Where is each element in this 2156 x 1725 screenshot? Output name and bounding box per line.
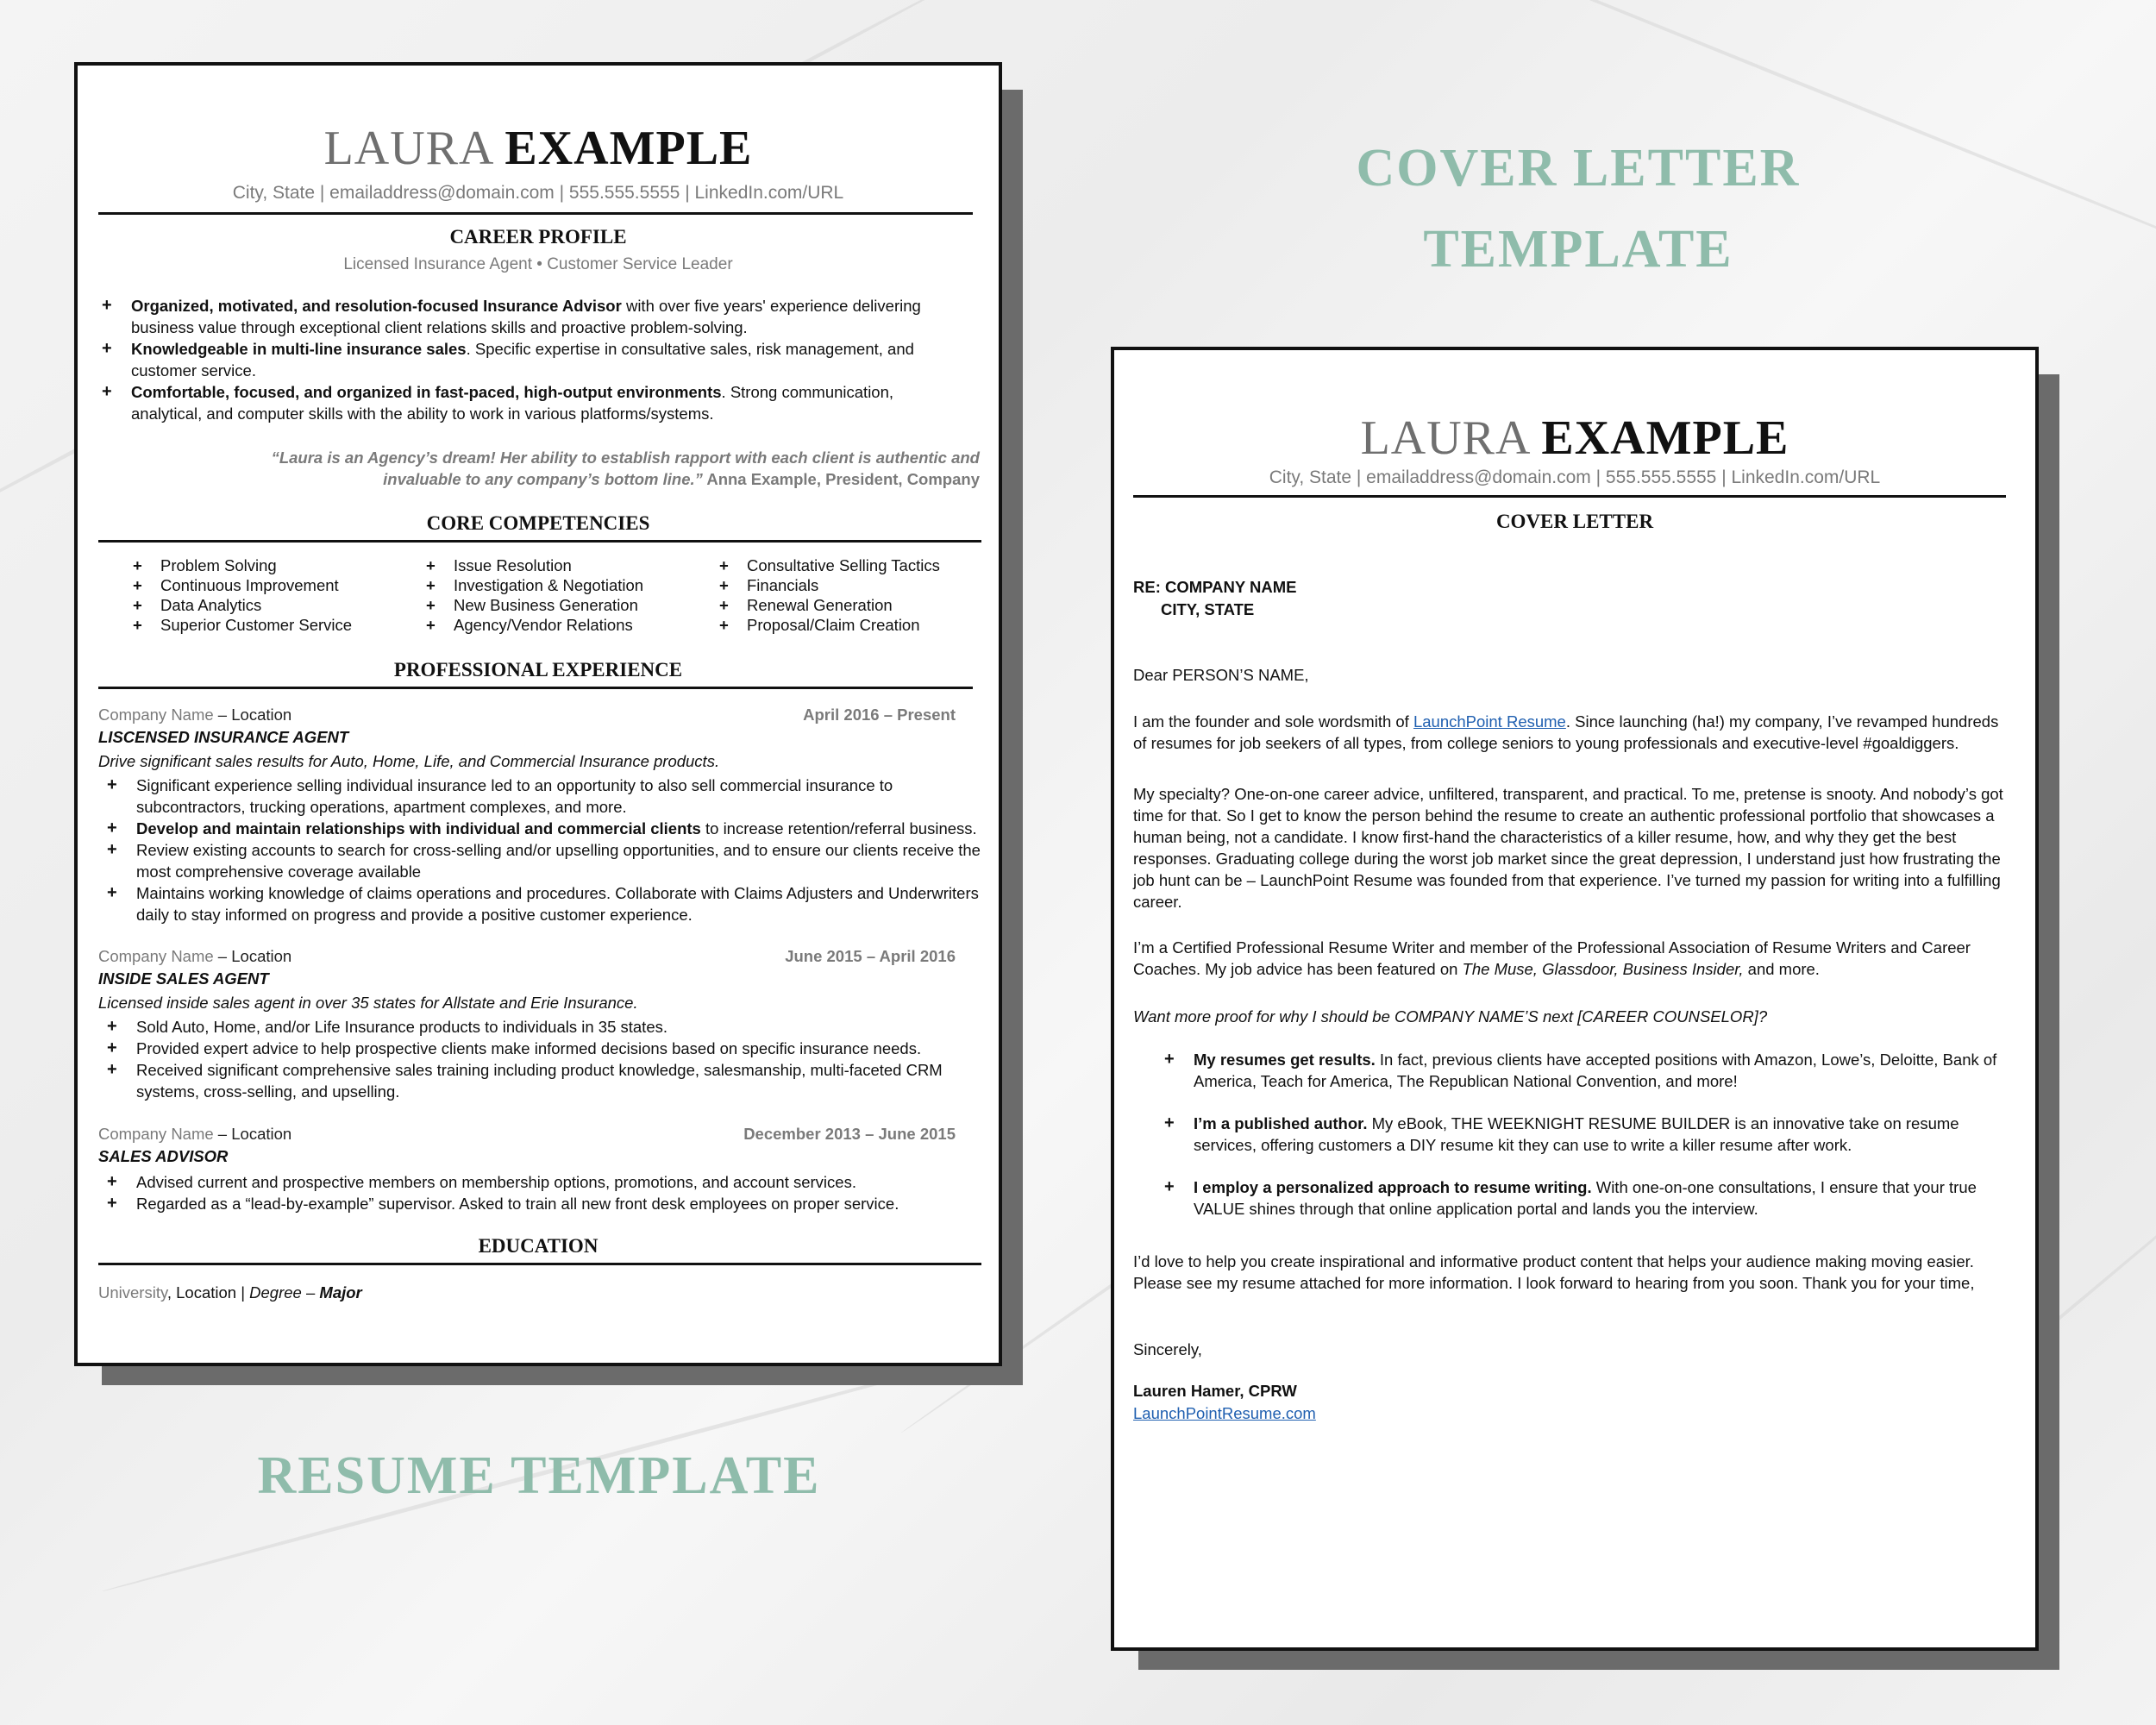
closing-paragraph: I’d love to help you create inspirational and informative product content that helps your audience making moving easier. Please see my resume attached for more information. I look forward to hearing from you soon. Thank you for your time,: [1133, 1252, 1975, 1292]
re-line: RE: COMPANY NAME: [1133, 578, 1297, 596]
testimonial-quote: “Laura is an Agency’s dream! Her ability to establish rapport with each client is authentic and invaluable to any company’s bottom line.” Anna Example, President, Company: [271, 448, 980, 488]
competencies-column-1: [129, 555, 405, 635]
list-item: + Comfortable, focused, and organized in fast-paced, high-output environments. Strong communication, analytical, and computer skills with the ability to work in various platforms/systems.: [102, 382, 894, 423]
paragraph-2: My specialty? One-on-one career advice, unfiltered, transparent, and practical. To me, pretense is snooty. And nobody’s got time for that. So I get to know the person behind the resume to create an authentic professional portfolio that showcases a human being, not a candidate. I know first-hand the characteristics of a killer resume, how, and why they get the best responses. Graduating college during the worst job market since the great depression, I understand just how frustrating the job hunt can be – LaunchPoint Resume was founded from that experience. I’ve turned my passion for writing into a fulfilling career.: [1133, 785, 2003, 911]
first-name: LAURA: [1360, 411, 1529, 465]
competencies-column-3: [716, 555, 992, 635]
re-city: CITY, STATE: [1161, 600, 1255, 618]
list-item: + Significant experience selling individual insurance led to an opportunity to also sell commercial insurance to subcontractors, trucking operations, apartment complexes, and more.: [107, 775, 893, 816]
launchpoint-link[interactable]: LaunchPoint Resume: [1413, 712, 1566, 731]
list-item: + Sold Auto, Home, and/or Life Insurance products to individuals in 35 states.: [107, 1017, 668, 1036]
cover-header-rule: [1133, 495, 2006, 498]
header-rule: [98, 212, 973, 215]
cover-letter-title: COVER LETTER: [1495, 511, 1654, 532]
competencies-rule: [98, 540, 981, 543]
experience-rule: [98, 687, 973, 689]
list-item: + Proposal/Claim Creation: [719, 616, 920, 634]
cover-name: [1114, 411, 2035, 466]
job-3-bullets: [97, 1171, 981, 1214]
first-name: LAURA: [323, 122, 492, 175]
list-item: + Maintains working knowledge of claims operations and procedures. Collaborate with Claims Adjusters and Underwriters daily to stay informed on progress and provide a positive customer experience.: [107, 883, 979, 924]
list-item: + Regarded as a “lead-by-example” supervisor. Asked to train all new front desk employees on proper service.: [107, 1194, 899, 1213]
resume-contact: City, State | emailaddress@domain.com | 555.555.5555 | LinkedIn.com/URL: [232, 183, 844, 203]
job-2-description: Licensed inside sales agent in over 35 states for Allstate and Erie Insurance.: [98, 994, 638, 1012]
list-item: + Problem Solving: [133, 556, 277, 574]
list-item: + Received significant comprehensive sales training including product knowledge, salesmanship, multi-faceted CRM systems, cross-selling, and upselling.: [107, 1060, 943, 1101]
list-item: + Develop and maintain relationships with individual and commercial clients to increase retention/referral business.: [107, 819, 977, 837]
competencies-column-2: [423, 555, 699, 635]
resume-template-label: RESUME TEMPLATE: [257, 1446, 821, 1505]
job-1-description: Drive significant sales results for Auto, Home, Life, and Commercial Insurance products.: [98, 752, 720, 770]
resume-name: [78, 121, 999, 176]
list-item: + I’m a published author. My eBook, THE WEEKNIGHT RESUME BUILDER is an innovative take on resume services, offering customers a DIY resume kit they can use to write a killer resume after work.: [1164, 1113, 1959, 1154]
education-rule: [98, 1263, 981, 1265]
list-item: + Superior Customer Service: [133, 616, 353, 634]
list-item: + Investigation & Negotiation: [426, 576, 644, 594]
cover-bullet-2: [1154, 1113, 2018, 1156]
resume-page: [74, 62, 1002, 1366]
list-item: + Advised current and prospective members on membership options, promotions, and account services.: [107, 1172, 856, 1191]
list-item: + Knowledgeable in multi-line insurance sales. Specific expertise in consultative sales, risk management, and customer service.: [102, 339, 914, 380]
list-item: + New Business Generation: [426, 596, 638, 614]
cover-letter-page: [1111, 347, 2039, 1651]
salutation: Dear PERSON’S NAME,: [1133, 666, 1309, 684]
plus-bullet-icon: +: [102, 296, 112, 315]
job-3-title: SALES ADVISOR: [98, 1147, 229, 1165]
list-item: + Consultative Selling Tactics: [719, 556, 940, 574]
cover-contact: City, State | emailaddress@domain.com | 555.555.5555 | LinkedIn.com/URL: [1269, 467, 1881, 487]
cover-letter-label-2: TEMPLATE: [1423, 220, 1733, 279]
education-title: EDUCATION: [478, 1235, 599, 1257]
list-item: + Continuous Improvement: [133, 576, 339, 594]
list-item: + Provided expert advice to help prospective clients make informed decisions based on specific insurance needs.: [107, 1038, 922, 1057]
list-item: + Organized, motivated, and resolution-focused Insurance Advisor with over five years' experience delivering business value through exceptional client relations skills and proactive problem-solving.: [102, 296, 921, 336]
website-link[interactable]: LaunchPointResume.com: [1133, 1404, 1316, 1422]
list-item: + Renewal Generation: [719, 596, 893, 614]
last-name: EXAMPLE: [1541, 411, 1789, 465]
list-item: + I employ a personalized approach to resume writing. With one-on-one consultations, I ensure that your true VALUE shines through that online application portal and lands you the interview.: [1164, 1177, 1977, 1218]
job-1-bullets: [97, 775, 981, 925]
list-item: + Financials: [719, 576, 819, 594]
cover-bullet-3: [1154, 1176, 2018, 1220]
plus-bullet-icon: +: [102, 339, 112, 358]
list-item: + Issue Resolution: [426, 556, 572, 574]
cover-bullet-1: [1154, 1049, 2018, 1092]
website-line: [1133, 1402, 2015, 1424]
core-competencies-title: CORE COMPETENCIES: [426, 512, 650, 534]
signature: Lauren Hamer, CPRW: [1133, 1382, 1297, 1400]
last-name: EXAMPLE: [505, 122, 753, 175]
job-1-header: Company Name – Location April 2016 – Present: [98, 706, 956, 724]
paragraph-1: I am the founder and sole wordsmith of LaunchPoint Resume. Since launching (ha!) my company, I’ve revamped hundreds of resumes for job seekers of all types, from college seniors to young professionals and executive-level #goaldiggers.: [1133, 712, 1999, 752]
paragraph-3: I’m a Certified Professional Resume Writer and member of the Professional Association of Resume Writers and Career Coaches. My job advice has been featured on The Muse, Glassdoor, Business Insider, and more.: [1133, 938, 1971, 978]
cover-letter-label-1: COVER LETTER: [1356, 139, 1801, 198]
job-2-title: INSIDE SALES AGENT: [98, 969, 269, 988]
list-item: + Review existing accounts to search for cross-selling and/or upselling opportunities, and to ensure our clients receive the most comprehensive coverage available: [107, 840, 981, 881]
signoff: Sincerely,: [1133, 1340, 1202, 1358]
job-1-title: LISCENSED INSURANCE AGENT: [98, 728, 349, 746]
list-item: + My resumes get results. In fact, previous clients have accepted positions with Amazon, Lowe’s, Deloitte, Bank of America, Teach for America, The Republican National Convention, and more!: [1164, 1050, 1997, 1090]
question-line: Want more proof for why I should be COMPANY NAME’S next [CAREER COUNSELOR]?: [1133, 1007, 1768, 1026]
plus-bullet-icon: +: [102, 382, 112, 401]
profile-bullets: [91, 295, 968, 424]
job-3-header: Company Name – Location December 2013 – June 2015: [98, 1125, 956, 1143]
career-profile-title: CAREER PROFILE: [449, 226, 627, 248]
job-2-bullets: [97, 1016, 981, 1102]
list-item: + Agency/Vendor Relations: [426, 616, 633, 634]
education-line: University, Location | Degree – Major: [98, 1283, 362, 1302]
career-profile-subtitle: Licensed Insurance Agent • Customer Service Leader: [343, 255, 733, 273]
list-item: + Data Analytics: [133, 596, 262, 614]
experience-title: PROFESSIONAL EXPERIENCE: [393, 659, 683, 681]
job-2-header: Company Name – Location June 2015 – April 2016: [98, 947, 956, 965]
